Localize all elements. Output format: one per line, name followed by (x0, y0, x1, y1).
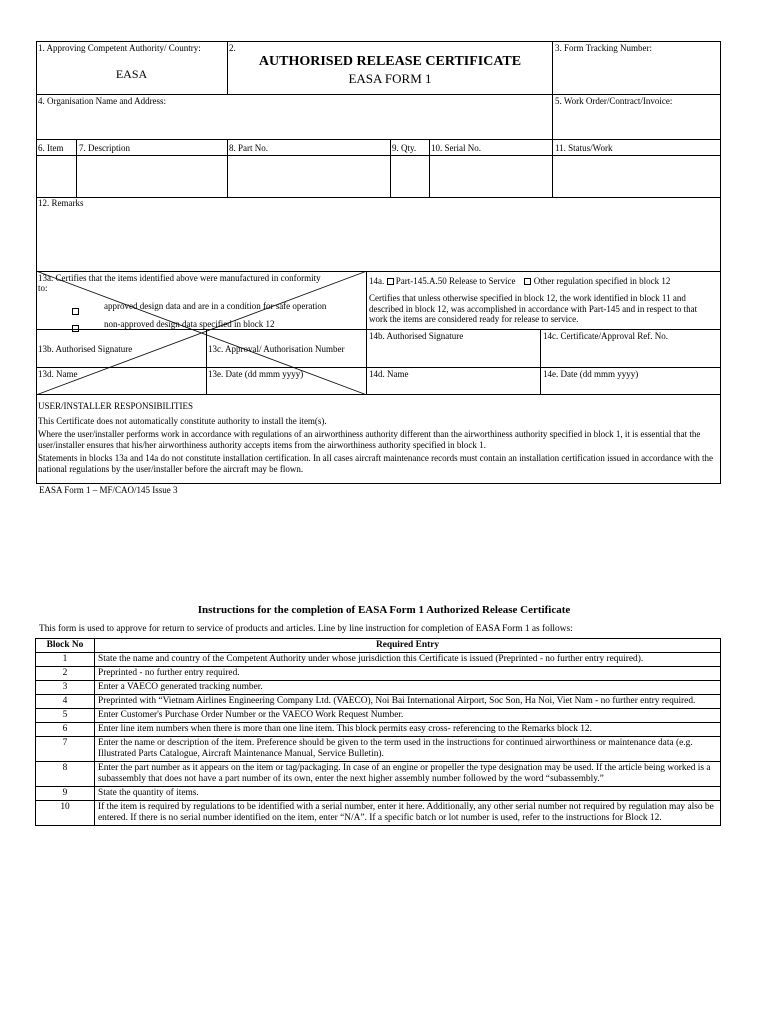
block-13b-label: 13b. Authorised Signature (38, 344, 133, 354)
block-13d-label: 13d. Name (38, 369, 78, 379)
block-13a-text-line2: to: (38, 283, 48, 293)
non-approved-design-label: non-approved design data specified in block 12 (104, 319, 275, 329)
responsibilities-title: USER/INSTALLER RESPONSIBILITIES (38, 401, 194, 411)
block-5-label: 5. Work Order/Contract/Invoice: (555, 96, 673, 106)
block-14a-options (369, 276, 670, 286)
form-divider (36, 197, 721, 198)
block-no-cell: 9 (36, 787, 95, 801)
block-13e-label: 13e. Date (dd mmm yyyy) (208, 369, 304, 379)
table-row (36, 681, 721, 695)
block-14c-label: 14c. Certificate/Approval Ref. No. (543, 331, 668, 341)
required-entry-cell: Enter line item numbers when there is more than one line item. This block permits easy cross- referencing to the Remarks block 12. (95, 723, 721, 737)
required-entry-cell: Preprinted - no further entry required. (95, 667, 721, 681)
form-divider (552, 139, 553, 198)
form-divider (540, 329, 541, 395)
required-entry-cell: State the quantity of items. (95, 787, 721, 801)
block-no-cell: 3 (36, 681, 95, 695)
form-divider (36, 139, 721, 140)
block-12-label: 12. Remarks (38, 198, 84, 208)
block-no-cell: 1 (36, 653, 95, 667)
table-row (36, 667, 721, 681)
form-divider (36, 155, 721, 156)
responsibilities-p2: Where the user/installer performs work in accordance with regulations of an airworthiness authority different than the airworthiness authority specified in block 1, it is essential that the user/installer ensures that his/her airworthiness authority accepts items from the airworthiness authority specified in block 1. (38, 429, 701, 450)
table-row (36, 787, 721, 801)
required-entry-cell: If the item is required by regulations to be identified with a serial number, enter it here. Additionally, any other serial number not required by regulation may also be entered. If there is no serial number identified on the item, enter “N/A”. If a specific batch or lot number is used, refer to the instructions for Block 12. (95, 801, 721, 826)
easa-form-1 (36, 41, 721, 484)
block-3-label: 3. Form Tracking Number: (555, 43, 653, 53)
checkbox-part-145-release[interactable] (387, 278, 394, 285)
block-1-label: 1. Approving Competent Authority/ Country: (38, 43, 201, 53)
table-row (36, 737, 721, 762)
block-14d-label: 14d. Name (369, 369, 409, 379)
responsibilities-p3: Statements in blocks 13a and 14a do not constitute installation certification. In all cases aircraft maintenance records must contain an installation certification issued in accordance with the national regulations by the user/installer before the aircraft may be flown. (38, 453, 714, 474)
required-entry-cell: State the name and country of the Competent Authority under whose jurisdiction this Certificate is issued (Preprinted - no further entry required). (95, 653, 721, 667)
required-entry-cell: Preprinted with “Vietnam Airlines Engineering Company Ltd. (VAECO), Noi Bai International Airport, Soc Son, Ha Noi, Viet Nam - no further entry required. (95, 695, 721, 709)
instructions-intro: This form is used to approve for return to service of products and articles. Line by line instruction for completion of EASA Form 1 as follows: (39, 624, 573, 634)
table-row (36, 709, 721, 723)
block-no-cell: 8 (36, 762, 95, 787)
block-8-label: 8. Part No. (229, 143, 268, 153)
col-header-required-entry: Required Entry (95, 639, 721, 653)
form-footer: EASA Form 1 – MF/CAO/145 Issue 3 (39, 485, 178, 495)
form-title: AUTHORISED RELEASE CERTIFICATE (258, 54, 522, 69)
form-divider (429, 139, 430, 198)
instructions-title: Instructions for the completion of EASA Form 1 Authorized Release Certificate (197, 604, 571, 616)
block-10-label: 10. Serial No. (431, 143, 481, 153)
instructions-table-body (36, 653, 721, 826)
block-no-cell: 2 (36, 667, 95, 681)
other-regulation-label: Other regulation specified in block 12 (533, 276, 671, 286)
responsibilities-p1: This Certificate does not automatically constitute authority to install the item(s). (38, 415, 327, 426)
block-14e-label: 14e. Date (dd mmm yyyy) (543, 369, 639, 379)
block-13-cross-out (36, 271, 367, 395)
responsibilities-section (38, 401, 717, 474)
approved-design-label: approved design data and are in a condition for safe operation (104, 301, 327, 311)
block-no-cell: 10 (36, 801, 95, 826)
form-divider (36, 94, 721, 95)
required-entry-cell: Enter the name or description of the item. Preference should be given to the term used in the instructions for continued airworthiness or maintenance data (e.g. Illustrated Parts Catalogue, Aircraft Maintenance Manual, Service Bulletin). (95, 737, 721, 762)
block-4-label: 4. Organisation Name and Address: (38, 96, 167, 106)
block-14a-prefix: 14a. (369, 276, 385, 286)
checkbox-approved-design[interactable] (72, 301, 79, 319)
block-9-label: 9. Qty. (392, 143, 417, 153)
table-row (36, 801, 721, 826)
table-row (36, 762, 721, 787)
part-145-release-label: Part-145.A.50 Release to Service (395, 276, 516, 286)
block-14a-statement: Certifies that unless otherwise specified in block 12, the work identified in block 11 and described in block 12, was accomplished in accordance with Part-145 and in respect to that work the items are considered ready for release to service. (369, 293, 698, 324)
checkbox-other-regulation[interactable] (524, 278, 531, 285)
col-header-block-no: Block No (36, 639, 95, 653)
block-13a-text-line1: 13a. Certifies that the items identified above were manufactured in conformity (38, 273, 321, 283)
block-14b-label: 14b. Authorised Signature (369, 331, 464, 341)
block-11-label: 11. Status/Work (555, 143, 613, 153)
block-13c-label: 13c. Approval/ Authorisation Number (208, 344, 345, 354)
block-6-label: 6. Item (38, 143, 64, 153)
block-no-cell: 5 (36, 709, 95, 723)
table-row (36, 695, 721, 709)
block-1-value: EASA (115, 67, 148, 81)
block-no-cell: 4 (36, 695, 95, 709)
form-divider (76, 139, 77, 198)
table-row (36, 653, 721, 667)
form-subtitle: EASA FORM 1 (348, 71, 432, 86)
required-entry-cell: Enter the part number as it appears on the item or tag/packaging. In case of an engine or propeller the type designation may be used. If the article being worked is a subassembly that does not have a part number of its own, enter the next higher assembly number followed by the word “subassembly.” (95, 762, 721, 787)
checkbox-non-approved-design[interactable] (72, 318, 79, 336)
form-divider (227, 139, 228, 198)
form-divider (390, 139, 391, 198)
block-no-cell: 7 (36, 737, 95, 762)
required-entry-cell: Enter Customer's Purchase Order Number or the VAECO Work Request Number. (95, 709, 721, 723)
block-no-cell: 6 (36, 723, 95, 737)
block-7-label: 7. Description (79, 143, 130, 153)
required-entry-cell: Enter a VAECO generated tracking number. (95, 681, 721, 695)
block-2-label: 2. (229, 43, 236, 53)
table-row (36, 723, 721, 737)
instructions-table (35, 638, 721, 826)
